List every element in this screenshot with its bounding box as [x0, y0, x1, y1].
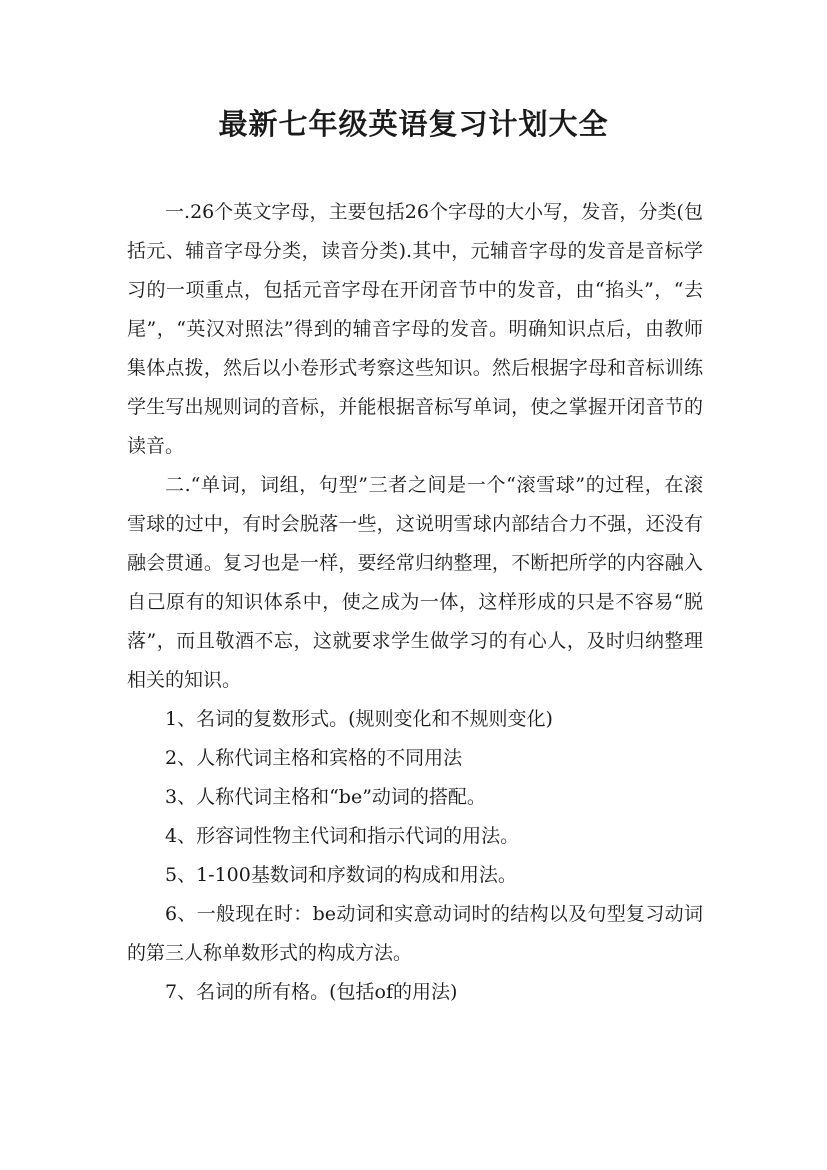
list-item-pronoun-case: 2、人称代词主格和宾格的不同用法 [165, 747, 463, 769]
list-item-numerals: 5、1-100基数词和序数词的构成和用法。 [165, 864, 517, 886]
paragraph-alphabet: 一.26个英文字母，主要包括26个字母的大小写，发音，分类(包括元、辅音字母分类，读音分类).其中，元辅音字母的发音是音标学习的一项重点，包括元音字母在开闭音节中的发音，由“掐头”，“去尾”，“英汉对照法”得到的辅音字母的发音。明确知识点后，由教师集体点拨，然后以小卷形式考察这些知识。然后根据字母和音标训练学生写出规则词的音标，并能根据音标写单词，使之掌握开闭音节的读音。 [127, 201, 703, 457]
paragraph-vocabulary: 二.“单词，词组，句型”三者之间是一个“滚雪球”的过程，在滚雪球的过中，有时会脱落一些，这说明雪球内部结合力不强，还没有融会贯通。复习也是一样，要经常归纳整理，不断把所学的内容融入自己原有的知识体系中，使之成为一体，这样形成的只是不容易“脱落”，而且敬酒不忘，这就要求学生做学习的有心人，及时归纳整理相关的知识。 [127, 474, 703, 691]
list-item-possessive-case: 7、名词的所有格。(包括of的用法) [165, 981, 458, 1003]
list-item-noun-plural: 1、名词的复数形式。(规则变化和不规则变化) [165, 708, 553, 730]
document-title: 最新七年级英语复习计划大全 [218, 107, 609, 141]
document-body [127, 193, 703, 1012]
list-item-possessive-demonstrative: 4、形容词性物主代词和指示代词的用法。 [165, 825, 520, 847]
list-item-present-tense: 6、一般现在时：be动词和实意动词时的结构以及句型复习动词的第三人称单数形式的构成方法。 [127, 903, 703, 964]
list-item-pronoun-be: 3、人称代词主格和“be”动词的搭配。 [165, 786, 486, 808]
